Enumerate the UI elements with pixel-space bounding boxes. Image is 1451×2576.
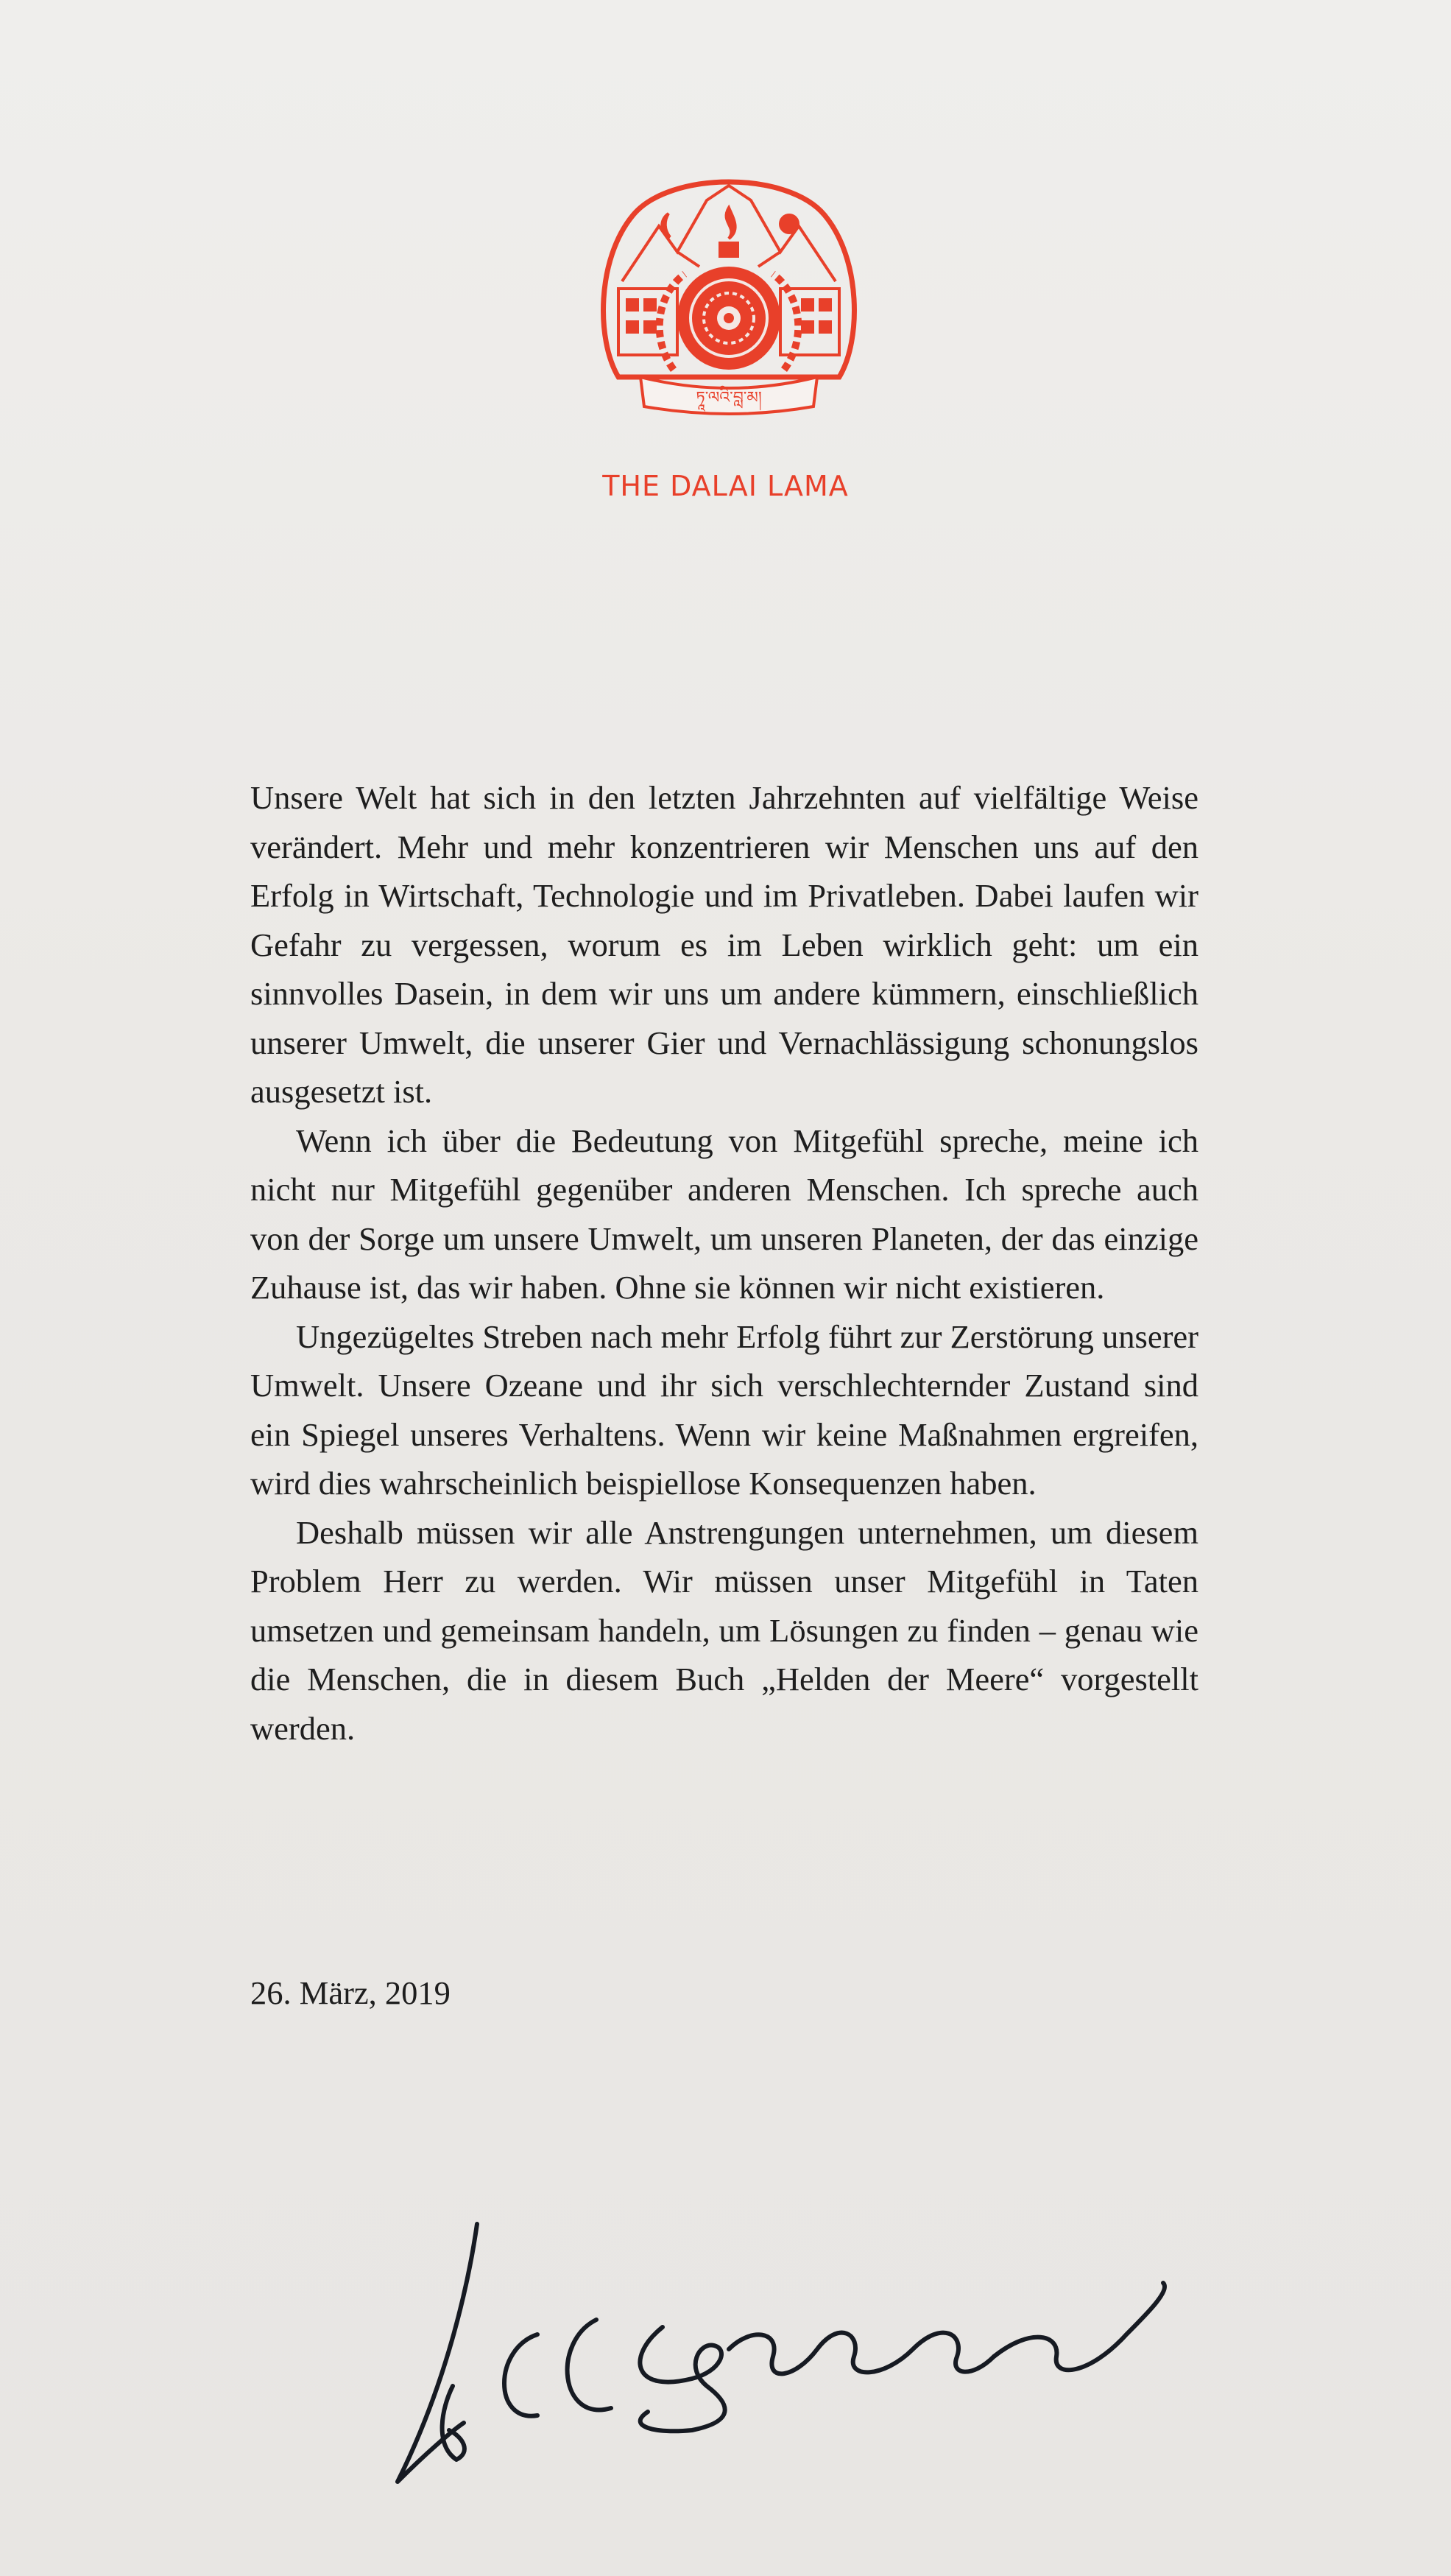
handwritten-signature-icon <box>383 2209 1193 2504</box>
paragraph-2: Wenn ich über die Bedeutung von Mitgefühl spreche, meine ich nicht nur Mitgefühl gegenüber anderen Menschen. Ich spreche auch von der Sorge um unsere Umwelt, um unseren Planeten, der das einzige Zuhause ist, das wir haben. Ohne sie können wir nicht existieren. <box>250 1122 1198 1306</box>
paragraph-3: Ungezügeltes Streben nach mehr Erfolg führt zur Zerstörung unserer Umwelt. Unsere Ozeane und ihr sich verschlechternder Zustand sind ein Spiegel unseres Verhaltens. Wenn wir keine Maßnahmen ergreifen, wird dies wahrscheinlich beispiellose Konsequenzen haben. <box>250 1317 1198 1502</box>
letter-body <box>250 773 1198 1753</box>
letterhead-title: THE DALAI LAMA <box>602 470 849 502</box>
dalai-lama-seal-icon <box>589 156 869 421</box>
paragraph-4: Deshalb müssen wir alle Anstrengungen unternehmen, um diesem Problem Herr zu werden. Wir müssen unser Mitgefühl in Taten umsetzen und gemeinsam handeln, um Lösungen zu finden – genau wie die Menschen, die in diesem Buch „Helden der Meere“ vorgestellt werden. <box>250 1513 1198 1747</box>
paragraph-1: Unsere Welt hat sich in den letzten Jahrzehnten auf vielfältige Weise verändert. Mehr und mehr konzentrieren wir Menschen uns auf den Erfolg in Wirtschaft, Technologie und im Privatleben. Dabei laufen wir Gefahr zu vergessen, worum es im Leben wirklich geht: um ein sinnvolles Dasein, in dem wir uns um andere kümmern, einschließlich unserer Umwelt, die unserer Gier und Vernachlässigung schonungslos ausgesetzt ist. <box>250 779 1198 1110</box>
letter-date: 26. März, 2019 <box>250 1974 451 2011</box>
seal-inscription: ཏཱ་ལའི་བླ་མ། <box>696 389 762 407</box>
